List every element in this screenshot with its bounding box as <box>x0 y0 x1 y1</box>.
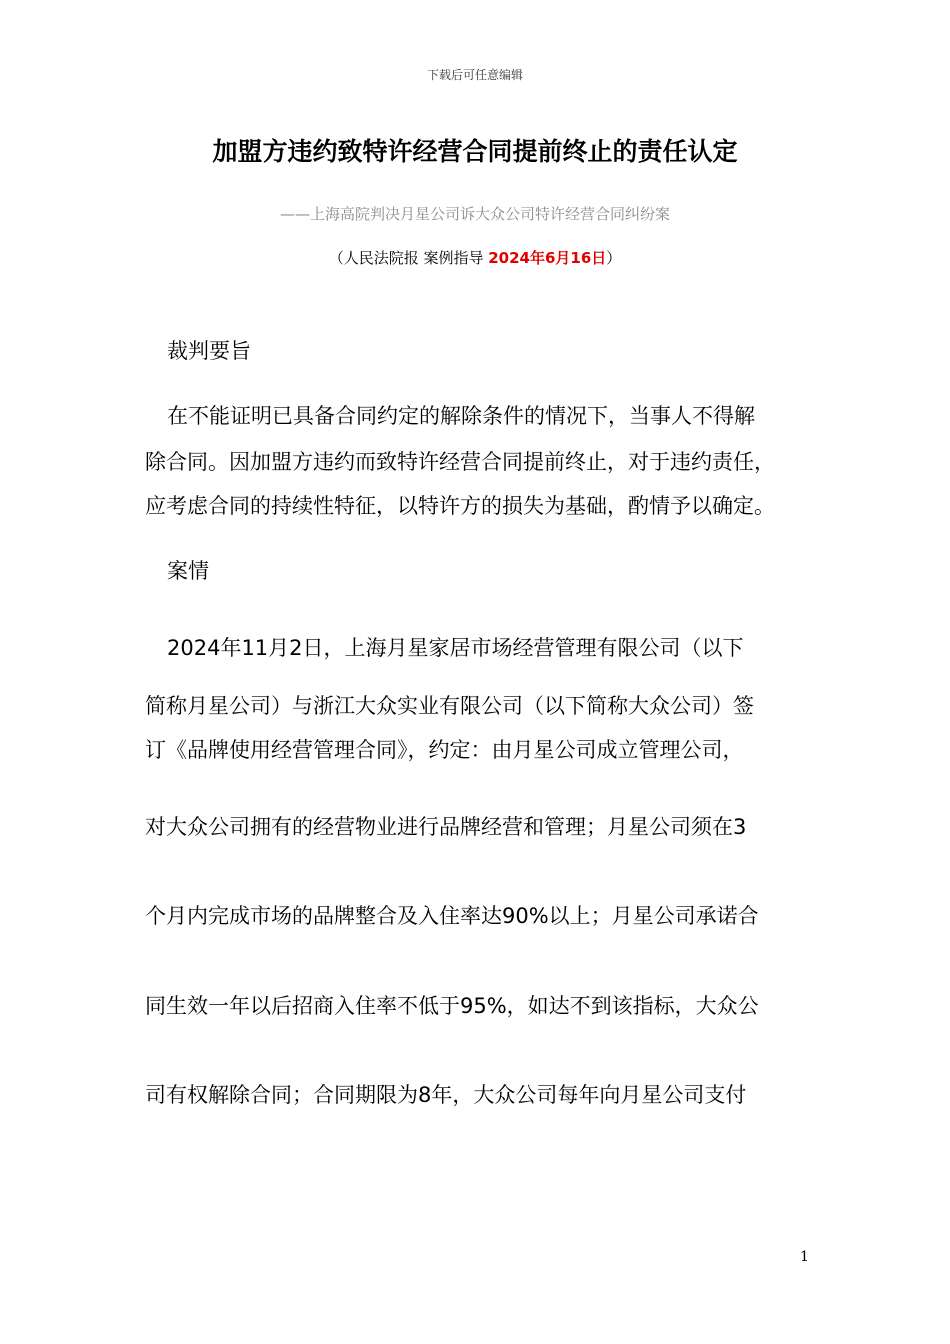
source-prefix: （人民法院报 案例指导 <box>328 249 489 267</box>
case-line: 同生效一年以后招商入住率不低于95%，如达不到该指标，大众公 <box>145 994 759 1018</box>
source-date: 2024年6月16日 <box>488 249 607 267</box>
case-line: 简称月星公司）与浙江大众实业有限公司（以下简称大众公司）签 <box>145 694 754 718</box>
source-suffix: ） <box>606 249 622 267</box>
case-line: 个月内完成市场的品牌整合及入住率达90%以上；月星公司承诺合 <box>145 904 759 928</box>
case-line: 订《品牌使用经营管理合同》，约定：由月星公司成立管理公司， <box>145 738 744 762</box>
case-line: 对大众公司拥有的经营物业进行品牌经营和管理；月星公司须在3 <box>145 815 747 839</box>
gist-line: 在不能证明已具备合同约定的解除条件的情况下，当事人不得解 <box>167 404 755 428</box>
gist-line: 应考虑合同的持续性特征，以特许方的损失为基础，酌情予以确定。 <box>145 494 775 518</box>
case-heading: 案情 <box>167 559 209 583</box>
gist-heading: 裁判要旨 <box>167 339 251 363</box>
case-line: 2024年11月2日，上海月星家居市场经营管理有限公司（以下 <box>167 636 744 660</box>
case-line: 司有权解除合同；合同期限为8年，大众公司每年向月星公司支付 <box>145 1083 747 1107</box>
page-number: 1 <box>800 1249 809 1265</box>
gist-line: 除合同。因加盟方违约而致特许经营合同提前终止，对于违约责任， <box>145 450 775 474</box>
source-line <box>0 247 950 268</box>
document-subtitle: ——上海高院判决月星公司诉大众公司特许经营合同纠纷案 <box>279 205 670 223</box>
header-note: 下载后可任意编辑 <box>426 68 523 82</box>
document-title: 加盟方违约致特许经营合同提前终止的责任认定 <box>212 137 738 166</box>
